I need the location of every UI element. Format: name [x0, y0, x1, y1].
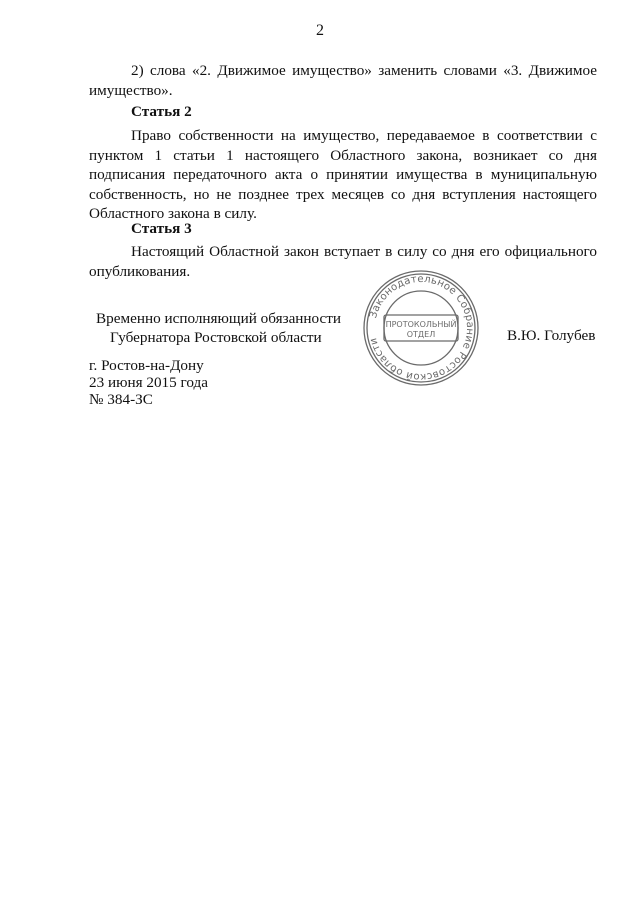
article-3-text: Настоящий Областной закон вступает в силу со дня его официального опубликования. — [89, 243, 597, 280]
article-3-heading: Статья 3 — [131, 220, 192, 237]
article-2-text: Право собственности на имущество, передаваемое в соответствии с пунктом 1 статьи 1 настоящего Областного закона, возникает со дня подписания передаточного акта о принятии имущества в муниципальную собственность, но не позднее трех месяцев со дня вступления настоящего Областного закона в силу. — [89, 127, 597, 222]
signatory-position — [92, 309, 341, 347]
item-2 — [89, 61, 597, 100]
document-number: № 384-ЗС — [89, 391, 153, 408]
signatory-position-line2: Губернатора Ростовской области — [110, 329, 322, 346]
seal-ring-text: Законодательное Собрание Ростовской области — [368, 273, 476, 383]
page-number: 2 — [316, 22, 324, 39]
document-details — [89, 357, 208, 408]
official-seal — [361, 268, 481, 388]
item-2-line2: имущество». — [89, 81, 173, 99]
seal-center-text-line1: ПРОТОКОЛЬНЫЙ — [385, 320, 457, 329]
seal-center-text-line2: ОТДЕЛ — [406, 330, 436, 339]
article-2-heading: Статья 2 — [131, 103, 192, 120]
signatory-position-line1: Временно исполняющий обязанности — [96, 310, 342, 327]
document-city: г. Ростов-на-Дону — [89, 357, 204, 374]
seal-graphic — [361, 268, 481, 388]
signatory-name: В.Ю. Голубев — [507, 327, 596, 344]
article-2-body — [89, 126, 597, 224]
document-date: 23 июня 2015 года — [89, 374, 209, 391]
article-3-body — [89, 242, 597, 281]
item-2-line1: 2) слова «2. Движимое имущество» заменить словами «3. Движимое — [131, 62, 597, 79]
